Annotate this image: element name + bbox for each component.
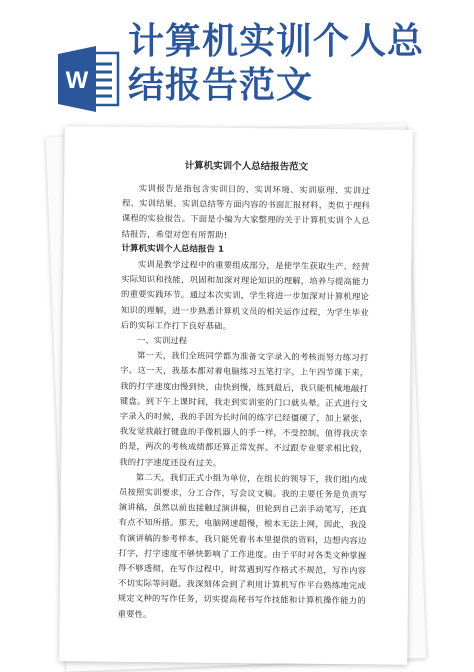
banner-title: [128, 20, 468, 108]
paragraph-2: 第一天，我们全班同学都为准备文字录入的考核而努力练习打字。这一天，我基本都对着电脑练习五笔打字。上午四节课下来，我的打字速度由慢到快，由快到慢，练到最后，我只能机械地敲打键盘。到下午上课时间，我走到实训室的门口就头晕。正式进行文字录入的时候，我的手因为长时间的练字已经僵硬了，加上紧张，我发觉我敲打键盘的手像机器人的手一样，不受控制。值得我庆幸的是，两次的考核成绩都还算正常发挥。不过跟专业要求相比较，我的打字速度还没有过关。: [119, 350, 369, 468]
paragraph-1: 实训是教学过程中的重要组成部分，是使学生获取生产、经营实际知识和技能，巩固和加深对理论知识的理解，培养与提高能力的重要实践环节。通过本次实训，学生将进一步加深对计算机理论知识的理解，进一步熟悉计算机文员的相关运作过程，为学生毕业后的实际工作打下良好基础。: [120, 258, 370, 331]
word-document-icon: [58, 46, 120, 112]
banner-title-line2: 结报告范文: [128, 65, 314, 106]
word-icon-letter: W: [65, 67, 89, 94]
banner-title-line1: 计算机实训个人总: [128, 21, 425, 62]
document-content: [60, 126, 413, 625]
section-heading-1: 一、实训过程: [137, 334, 188, 346]
document-page: [59, 126, 413, 665]
report-heading: 计算机实训个人总结报告 1: [121, 243, 224, 255]
intro-paragraph: 实训报告是指包含实训目的、实训环境、实训原理、实训过程、实训结果、实训总结等方面内容的书面汇报材料，类似于理科课程的实验报告。下面是小编为大家整理的关于计算机实训个人总结报告，希望对您有所帮助!: [121, 182, 371, 240]
document-title: 计算机实训个人总结报告范文: [184, 160, 309, 173]
paragraph-3: 第二天，我们正式小组为单位，在组长的领导下，我们组内成员按照实训要求，分工合作，写会议文稿。我的主要任务是负责写演讲稿，虽然以前也接触过演讲稿，但轮到自己亲手动笔写，还真有点不知所措。那天，电脑网速超慢，根本无法上网，因此，我没有演讲稿的参考样本，我只能凭着书本里提供的资料，边想内容边打字，打字速度不够快影响了工作进度。由于平时对各类文种掌握得不够透彻，在写作过程中，时常遇到写作格式不规范，写作内容不切实际等问题。我深刻体会到了利用计算机写作平台熟练地完成规定文种的写作任务，切实提高秘书写作技能和计算机操作能力的重要性。: [117, 471, 368, 619]
